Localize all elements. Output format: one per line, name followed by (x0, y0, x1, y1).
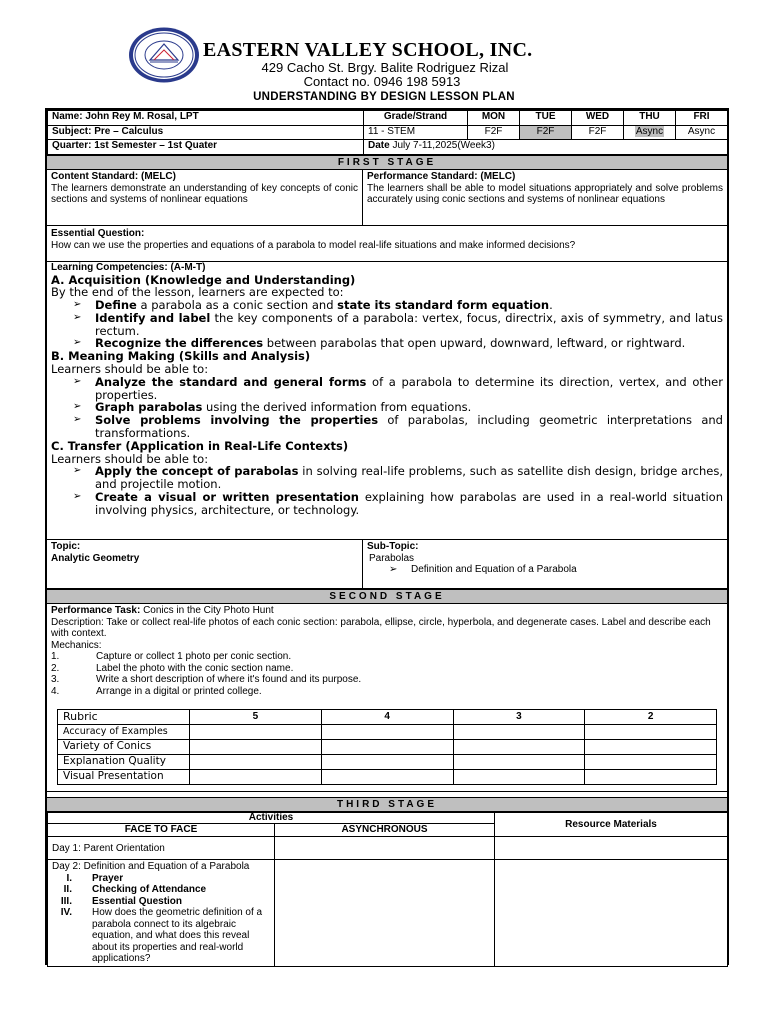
list-item: 4. Arrange in a digital or printed college. (51, 685, 262, 697)
rubric-score: 4 (321, 710, 453, 725)
subtopic-label: Sub-Topic: (367, 541, 419, 552)
rubric-header: Rubric (58, 710, 190, 725)
content-standard-label: Content Standard: (MELC) (51, 171, 176, 182)
task-label: Performance Task: (51, 605, 141, 616)
task-description: Description: Take or collect real-life photos of each conic section: parabola, ellipse, circle, hyperbola, and degenerate cases. Label and describe each with context. (51, 616, 711, 639)
quarter-label: Quarter: (52, 140, 92, 152)
list-item: I. Prayer (66, 872, 124, 884)
rubric-score: 3 (453, 710, 585, 725)
performance-task (47, 604, 727, 792)
list-item: 3. Write a short description of where it's found and its purpose. (51, 674, 362, 685)
day-tue: TUE (520, 111, 572, 126)
subtopic-value: Parabolas (369, 552, 415, 564)
day1-activity: Day 1: Parent Orientation (48, 837, 275, 860)
task-title: Conics in the City Photo Hunt (140, 605, 274, 616)
mode-tue: F2F (520, 125, 572, 140)
list-item: ➢ Solve problems involving the properties of parabolas, including geometric interpretations and transformations. (73, 413, 723, 441)
list-item: ➢ Define a parabola as a conic section and state its standard form equation. (73, 298, 553, 313)
table-row: Explanation Quality (58, 755, 717, 770)
info-table (47, 110, 728, 155)
essential-question-label: Essential Question: (51, 228, 145, 239)
first-stage-heading: FIRST STAGE (47, 155, 727, 170)
mode-fri: Async (676, 125, 728, 140)
day-mon: MON (468, 111, 520, 126)
rubric-score: 5 (190, 710, 322, 725)
plan-title: UNDERSTANDING BY DESIGN LESSON PLAN (253, 91, 515, 103)
school-name: EASTERN VALLEY SCHOOL, INC. (203, 39, 533, 61)
day-wed: WED (572, 111, 624, 126)
arrow-bullet-icon: ➢ (73, 311, 82, 323)
subtopic-item: Definition and Equation of a Parabola (411, 564, 577, 575)
arrow-bullet-icon: ➢ (73, 465, 82, 477)
list-item: II. Checking of Attendance (63, 884, 207, 895)
arrow-bullet-icon: ➢ (73, 375, 82, 387)
day2-title: Day 2: Definition and Equation of a Parabola (52, 861, 250, 872)
arrow-bullet-icon: ➢ (73, 491, 82, 503)
grade-value: 11 - STEM (364, 125, 468, 140)
second-stage-heading: SECOND STAGE (47, 589, 727, 604)
name-label: Name: (52, 111, 83, 122)
arrow-bullet-icon: ➢ (73, 401, 82, 413)
page-header (0, 24, 768, 106)
arrow-bullet-icon: ➢ (73, 337, 82, 349)
competencies-label: Learning Competencies: (A-M-T) (51, 262, 206, 273)
day-fri: FRI (676, 111, 728, 126)
teacher-name: John Rey M. Rosal, LPT (85, 111, 199, 122)
topic-value: Analytic Geometry (51, 552, 140, 564)
content-standard (47, 170, 363, 225)
quarter-value: 1st Semester – 1st Quater (94, 140, 218, 152)
third-stage-heading: THIRD STAGE (47, 797, 727, 812)
performance-standard-text: The learners shall be able to model situations appropriately and solve problems accurately using conic sections and systems of nonlinear equations (367, 182, 723, 205)
acquisition-intro: By the end of the lesson, learners are expected to: (51, 285, 344, 300)
standards-row (47, 170, 727, 226)
list-item: ➢ Graph parabolas using the derived information from equations. (73, 400, 472, 415)
content-standard-text: The learners demonstrate an understanding of key concepts of conic sections and systems of nonlinear equations (51, 182, 358, 205)
subject-label: Subject: (52, 125, 92, 137)
list-item: ➢ Recognize the differences between parabolas that open upward, downward, leftward, or rightward. (73, 336, 686, 351)
list-item: III. Essential Question (60, 895, 183, 907)
f2f-label: FACE TO FACE (48, 824, 275, 837)
essential-question-text: How can we use the properties and equations of a parabola to model real-life situations and make informed decisions? (51, 239, 576, 251)
transfer-title: C. Transfer (Application in Real-Life Contexts) (51, 438, 349, 453)
performance-standard-label: Performance Standard: (MELC) (367, 171, 516, 182)
day2-activity (48, 860, 275, 967)
learning-competencies (47, 262, 727, 540)
table-row: Variety of Conics (58, 740, 717, 755)
school-address: 429 Cacho St. Brgy. Balite Rodriguez Rizal (261, 60, 509, 75)
activities-table (47, 812, 728, 967)
meaning-title: B. Meaning Making (Skills and Analysis) (51, 349, 311, 364)
subtopic-cell (363, 540, 727, 588)
mode-wed: F2F (572, 125, 624, 140)
table-row: Accuracy of Examples (58, 725, 717, 740)
list-item: ➢ Create a visual or written presentation explaining how parabolas are used in a real-world situation involving physics, architecture, or technology. (73, 490, 723, 517)
grade-label: Grade/Strand (364, 111, 468, 126)
date-value: July 7-11,2025(Week3) (392, 140, 495, 152)
transfer-intro: Learners should be able to: (51, 451, 209, 466)
topic-row (47, 540, 727, 589)
topic-label: Topic: (51, 541, 81, 552)
list-item: IV. How does the geometric definition of a parabola connect to its algebraic equation, and what does this reveal about its properties and real-world applications? (60, 907, 263, 964)
table-row: Visual Presentation (58, 770, 717, 785)
school-contact: Contact no. 0946 198 5913 (303, 74, 461, 89)
rubric-score: 2 (585, 710, 717, 725)
list-item: 1. Capture or collect 1 photo per conic section. (51, 651, 292, 662)
async-label: ASYNCHRONOUS (275, 824, 495, 837)
mode-mon: F2F (468, 125, 520, 140)
day-thu: THU (624, 111, 676, 126)
arrow-bullet-icon: ➢ (389, 564, 398, 575)
mechanics-label: Mechanics: (51, 639, 102, 651)
competencies-body (51, 274, 723, 517)
date-label: Date (368, 140, 390, 152)
performance-standard (363, 170, 727, 225)
list-item: ➢ Analyze the standard and general forms of a parabola to determine its direction, vertex, and other properties. (73, 374, 723, 402)
arrow-bullet-icon: ➢ (73, 414, 82, 426)
meaning-intro: Learners should be able to: (51, 362, 209, 377)
subject-value: Pre – Calculus (94, 125, 164, 137)
list-item: ➢ Identify and label the key components of a parabola: vertex, focus, directrix, axis of symmetry, and latus rectum. (73, 310, 723, 338)
topic-cell (47, 540, 363, 588)
acquisition-title: A. Acquisition (Knowledge and Understanding) (51, 272, 356, 287)
rubric-table (57, 709, 717, 785)
resources-label: Resource Materials (495, 813, 728, 837)
mode-thu: Async (635, 125, 664, 137)
arrow-bullet-icon: ➢ (73, 299, 82, 311)
lesson-plan-sheet (45, 108, 729, 965)
list-item: ➢ Apply the concept of parabolas in solving real-life problems, such as satellite dish design, bridge arches, and projectile motion. (73, 464, 724, 492)
activities-label: Activities (48, 813, 495, 824)
essential-question (47, 226, 727, 262)
list-item: 2. Label the photo with the conic section name. (51, 662, 294, 674)
